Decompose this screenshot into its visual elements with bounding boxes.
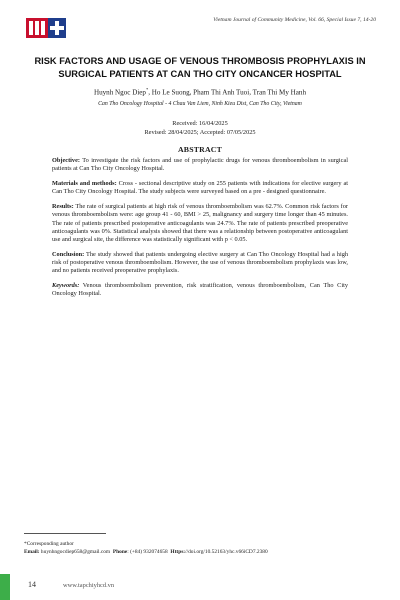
keywords-label: Keywords: [52, 282, 80, 290]
keywords-text: Venous thromboembolism prevention, risk stratification, venous thromboembolism, Can Tho City Oncology Hospital. [52, 282, 348, 298]
abstract-keywords [52, 282, 348, 298]
methods-text: Cross - sectional descriptive study on 255 patients with indications for elective surgery at Can Tho City Oncology Hospital. The study subjects were surveyed based on a pre - designed questionnaire. [52, 180, 348, 196]
revised-accepted-dates: Revised: 28/04/2025; Accepted: 07/05/2025 [144, 128, 256, 136]
vjcm-logo-icon [26, 15, 66, 41]
phone-label: Phone [112, 549, 128, 555]
objective-text: To investigate the risk factors and use of prophylactic drugs for venous thromboembolism in surgical patients at Can Tho City Oncology Hospital. [52, 157, 348, 173]
email-link[interactable]: huynhngocdiep658@gmail.com [39, 549, 111, 555]
footer-accent-bar [0, 574, 10, 600]
first-author: Huynh Ngoc Diep [93, 88, 146, 97]
website-link[interactable]: www.tapchiyhcd.vn [63, 582, 115, 589]
results-label: Results: [52, 203, 74, 211]
email-label: Email: [24, 549, 40, 555]
abstract-objective [52, 157, 348, 173]
https-label: Https: [170, 549, 186, 555]
objective-label: Objective: [52, 157, 80, 164]
abstract-conclusion [52, 251, 348, 275]
article-title: RISK FACTORS AND USAGE OF VENOUS THROMBOSIS PROPHYLAXIS IN SURGICAL PATIENTS AT CAN THO CITY ONCANCER HOSPITAL [34, 56, 366, 79]
abstract-results [52, 203, 348, 243]
corresponding-mark: * [145, 87, 149, 92]
footnote-divider [24, 533, 106, 534]
article-dates [0, 120, 400, 138]
phone-value: : (+84) 932074658 [127, 549, 168, 555]
footnote [24, 540, 384, 556]
page-number: 14 [28, 580, 36, 589]
other-authors: , Ho Le Suong, Pham Thi Anh Tuoi, Tran Thi My Hanh [148, 88, 307, 97]
author-list [0, 87, 400, 96]
conclusion-text: The study showed that patients undergoing elective surgery at Can Tho Oncology Hospital had a high risk of postoperative venous thromboembolism. However, the use of venous thromboembolism prophylaxis was low, and no patients received preoperative prophylaxis. [52, 250, 348, 275]
methods-label: Materials and methods: [52, 180, 117, 188]
results-text: The rate of surgical patients at high risk of venous thromboembolism was 62.7%. Common risk factors for venous thromboembolism were: age group 41 - 60, BMI > 25, malignancy and surgery time longer than 45 minutes. The rate of patients prescribed postoperative anticoagulants was 24.7%. The rate of patients prescribed preoperative anticoagulants was 0%. Statistical analysis showed that there was a relationship between postoperative anticoagulant use and surgical site, the difference was statistically significant with p < 0.05. [52, 203, 348, 243]
received-date: Received: 16/04/2025 [172, 120, 228, 127]
journal-header: Vietnam Journal of Community Medicine, Vol. 66, Special Issue 7, 14-20 [213, 17, 376, 23]
corresponding-author-note: *Corresponding author [24, 541, 74, 547]
abstract-heading: ABSTRACT [177, 145, 223, 154]
abstract-methods [52, 180, 348, 196]
conclusion-label: Conclusion: [52, 250, 85, 258]
contact-line [24, 548, 384, 556]
abstract-body [52, 157, 348, 305]
doi-link[interactable]: //doi.org/10.52163/yhc.v66iCD7.2380 [185, 549, 268, 555]
affiliation: Can Tho Oncology Hospital - 4 Chau Van Liem, Ninh Kieu Dist, Can Tho City, Vietnam [98, 101, 302, 107]
